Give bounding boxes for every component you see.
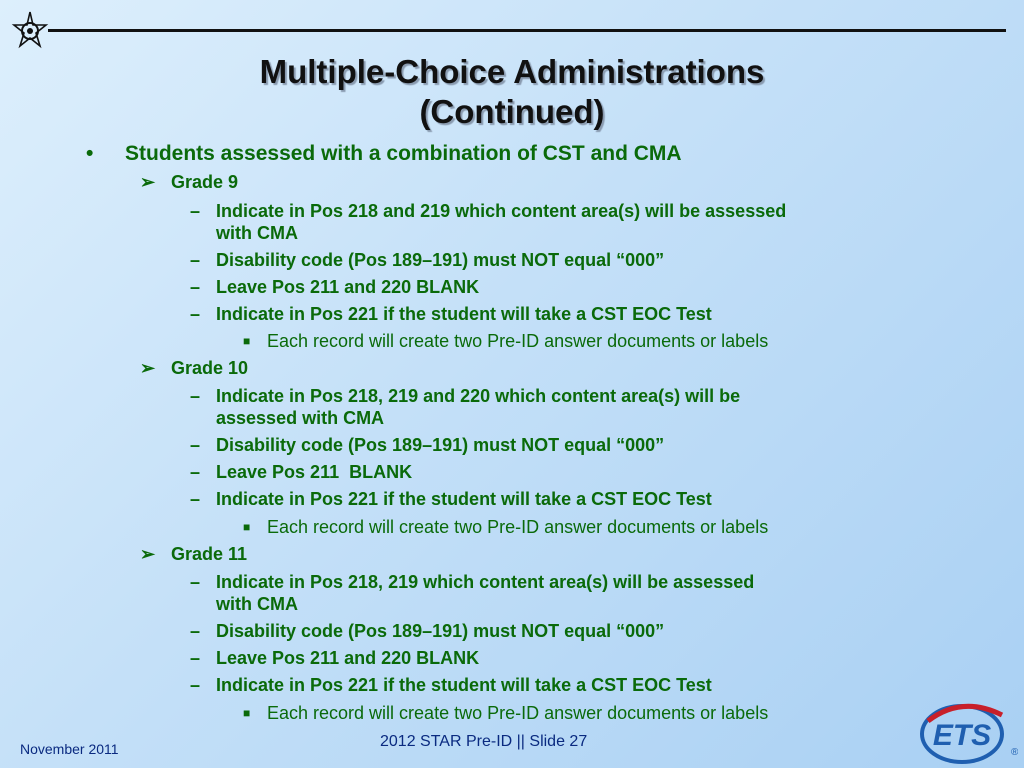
- dash-icon: –: [190, 250, 201, 270]
- arrow-bullet-icon: ➢: [140, 544, 156, 564]
- arrow-bullet-icon: ➢: [140, 172, 156, 192]
- registered-mark: ®: [1011, 747, 1018, 758]
- square-bullet-icon: ■: [243, 334, 251, 348]
- main-bullet-text: Students assessed with a combination of CST and CMA: [125, 142, 682, 165]
- dash-icon: –: [190, 572, 201, 592]
- square-bullet-icon: ■: [243, 706, 251, 720]
- footer-date: November 2011: [20, 741, 119, 757]
- list-item: with CMA: [216, 594, 298, 614]
- dash-icon: –: [190, 277, 201, 297]
- star-emblem-icon: [10, 10, 50, 50]
- dash-icon: –: [190, 675, 201, 695]
- list-item: Leave Pos 211 and 220 BLANK: [216, 277, 480, 297]
- dash-icon: –: [190, 648, 201, 668]
- ets-logo-text: ETS: [932, 719, 992, 752]
- list-item: Indicate in Pos 218 and 219 which content area(s) will be assessed: [216, 201, 787, 221]
- note-text: Each record will create two Pre-ID answer documents or labels: [267, 517, 769, 537]
- note-text: Each record will create two Pre-ID answer documents or labels: [267, 331, 769, 351]
- arrow-bullet-icon: ➢: [140, 358, 156, 378]
- title-line-2: (Continued): [419, 93, 605, 130]
- dash-icon: –: [190, 304, 201, 324]
- grade-label: Grade 10: [171, 358, 249, 378]
- dash-icon: –: [190, 201, 201, 221]
- grade-label: Grade 9: [171, 172, 239, 192]
- list-item: Disability code (Pos 189–191) must NOT equal “000”: [216, 621, 665, 641]
- list-item: assessed with CMA: [216, 408, 385, 428]
- dash-icon: –: [190, 489, 201, 509]
- square-bullet-icon: ■: [243, 520, 251, 534]
- note-text: Each record will create two Pre-ID answer documents or labels: [267, 703, 769, 723]
- ets-logo: [918, 697, 1018, 765]
- dash-icon: –: [190, 462, 201, 482]
- grade-label: Grade 11: [171, 544, 248, 564]
- list-item: Leave Pos 211 BLANK: [216, 462, 413, 482]
- dash-icon: –: [190, 435, 201, 455]
- bullet-dot-icon: •: [86, 142, 94, 165]
- list-item: Indicate in Pos 218, 219 and 220 which content area(s) will be: [216, 386, 741, 406]
- footer-slide-number: 2012 STAR Pre-ID || Slide 27: [380, 733, 588, 750]
- list-item: Disability code (Pos 189–191) must NOT equal “000”: [216, 435, 665, 455]
- title-line-1: Multiple-Choice Administrations: [259, 53, 765, 90]
- list-item: Disability code (Pos 189–191) must NOT equal “000”: [216, 250, 665, 270]
- list-item: with CMA: [216, 223, 298, 243]
- header-rule: [48, 29, 1006, 32]
- dash-icon: –: [190, 386, 201, 406]
- list-item: Indicate in Pos 221 if the student will take a CST EOC Test: [216, 675, 712, 695]
- list-item: Indicate in Pos 221 if the student will take a CST EOC Test: [216, 489, 712, 509]
- list-item: Indicate in Pos 218, 219 which content area(s) will be assessed: [216, 572, 755, 592]
- list-item: Indicate in Pos 221 if the student will take a CST EOC Test: [216, 304, 712, 324]
- dash-icon: –: [190, 621, 201, 641]
- slide-title: [0, 52, 1024, 132]
- list-item: Leave Pos 211 and 220 BLANK: [216, 648, 480, 668]
